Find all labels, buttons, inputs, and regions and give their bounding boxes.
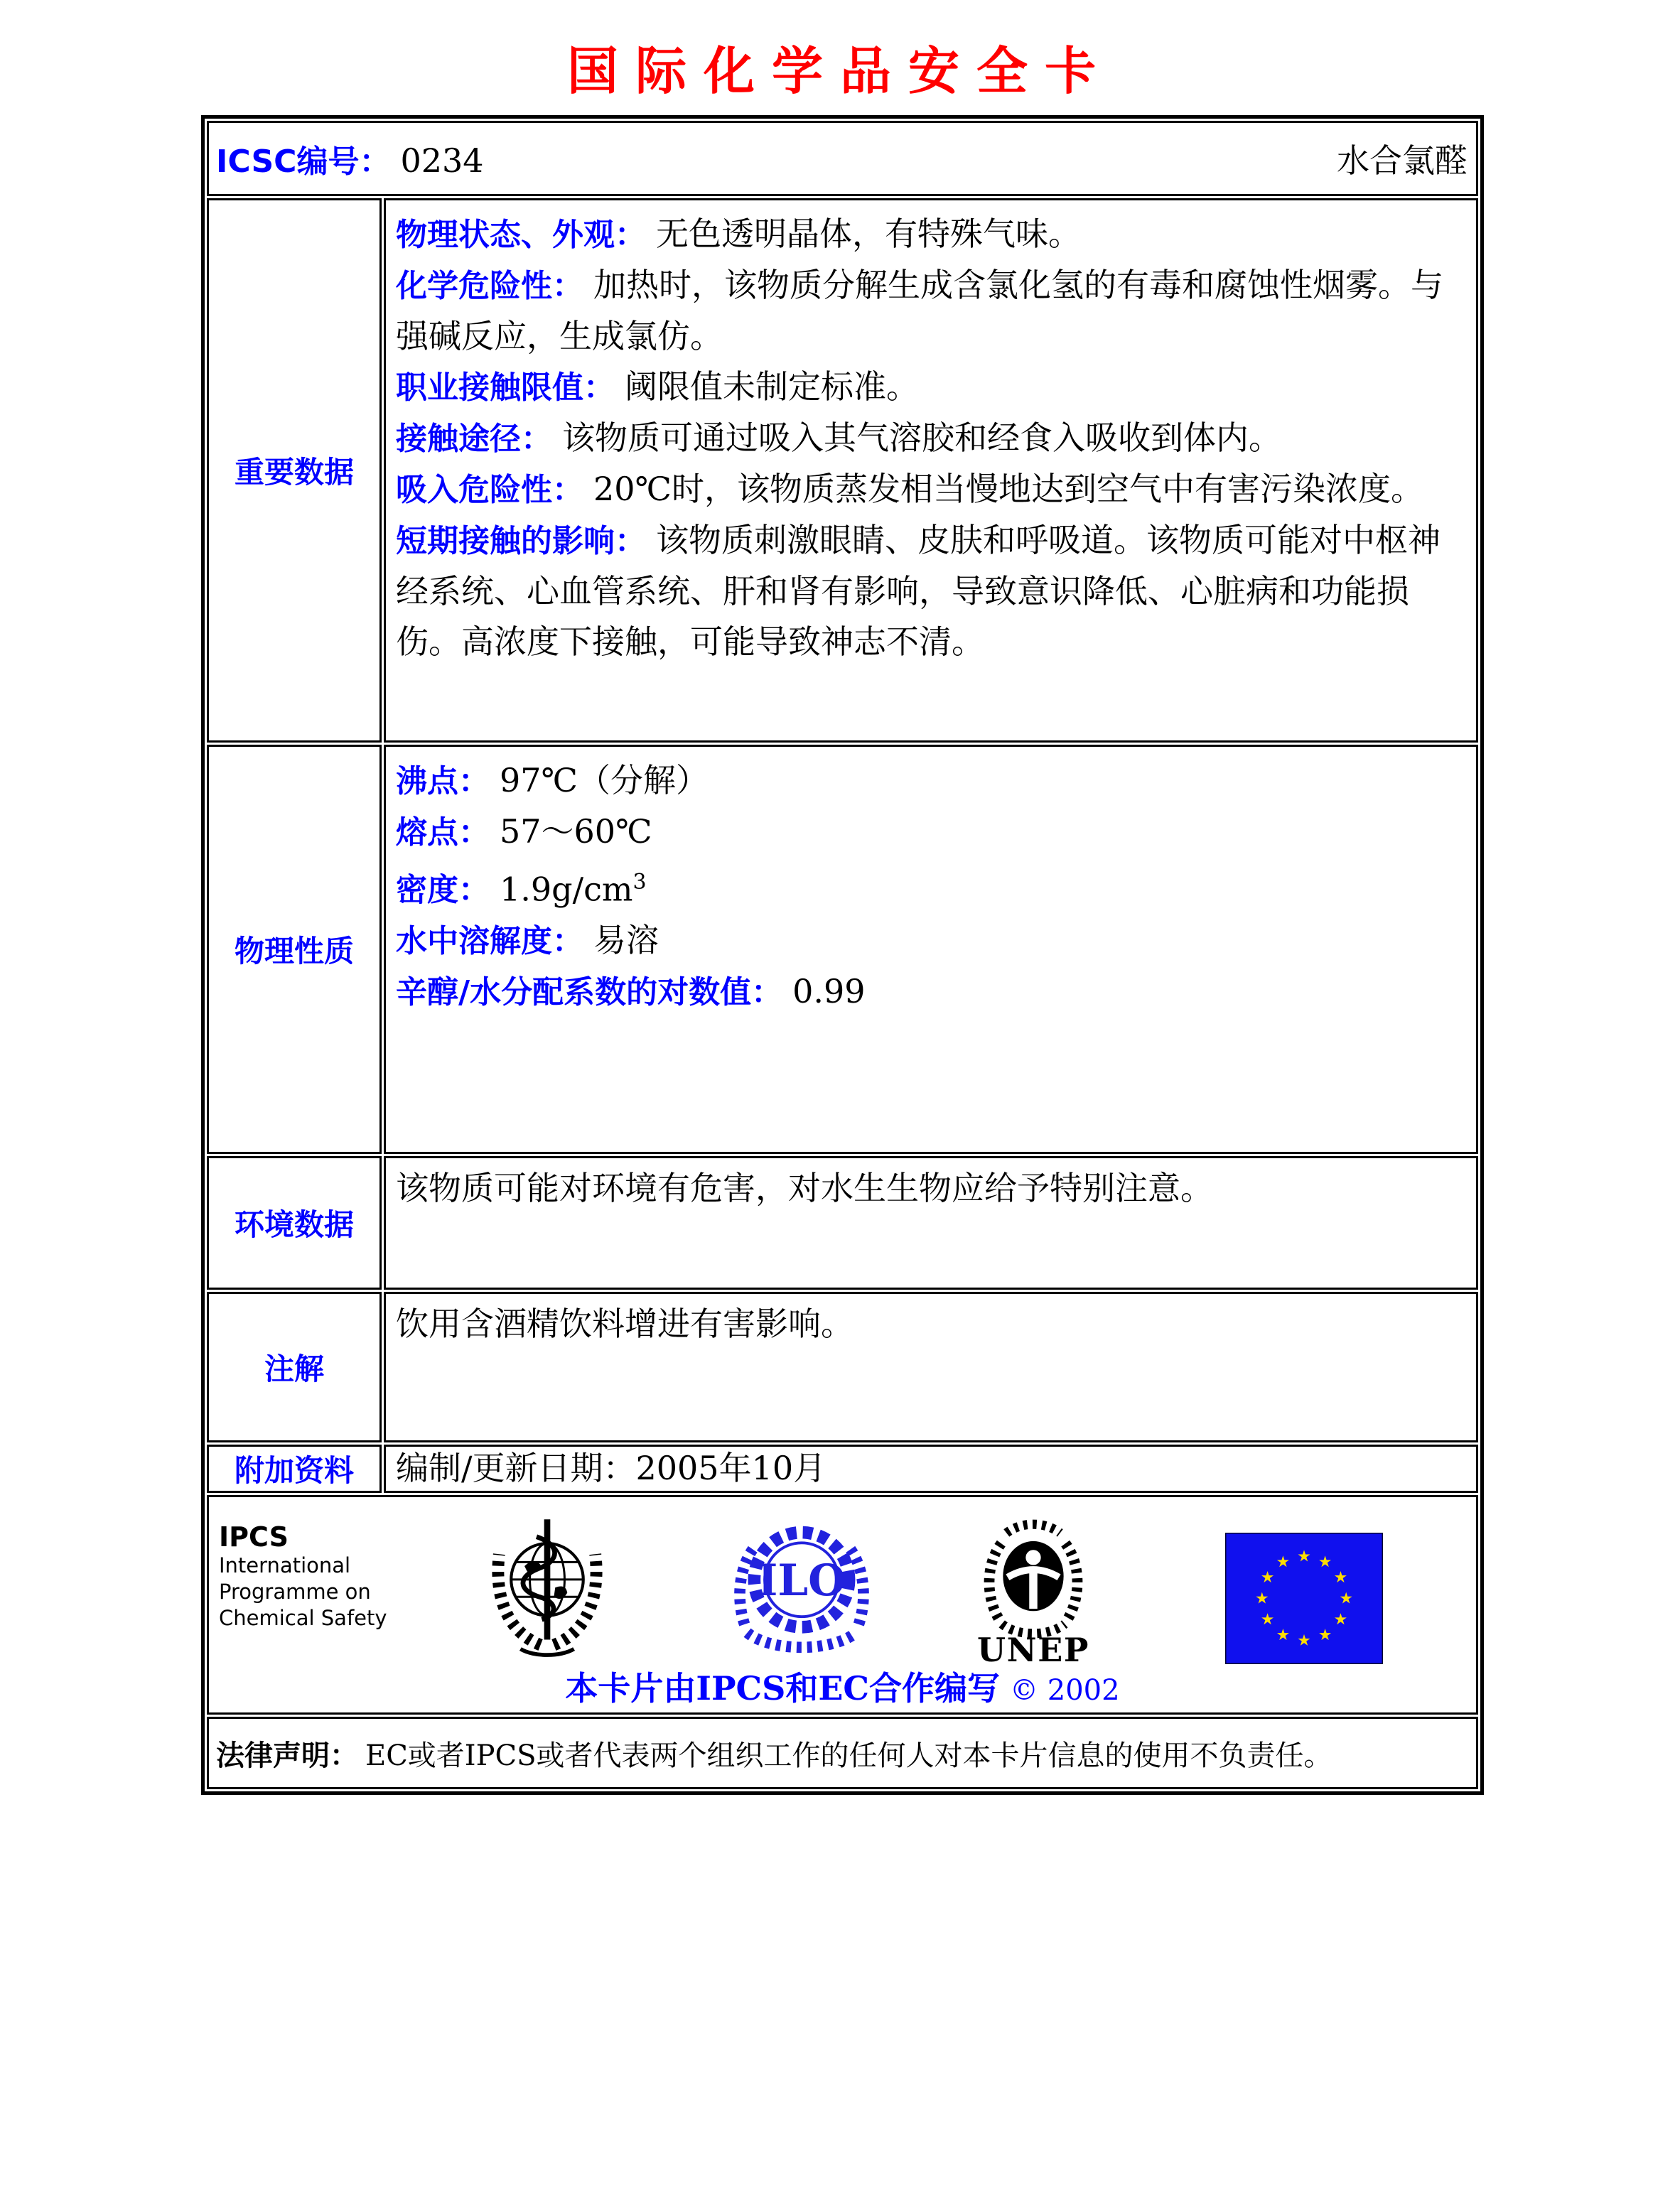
ipcs-title: IPCS xyxy=(219,1521,289,1553)
property-item: 密度： $1.9g/cm^3$ xyxy=(396,870,647,909)
property-item: 熔点： 57～60℃ xyxy=(396,812,652,851)
important-item: 职业接触限值： 阈限值未制定标准。 xyxy=(396,367,919,406)
section-label-environmental-data: 环境数据 xyxy=(234,1207,354,1242)
eu-flag-icon xyxy=(1225,1533,1383,1667)
legal-row xyxy=(207,1717,1478,1789)
important-item: 物理状态、外观： 无色透明晶体，有特殊气味。 xyxy=(396,215,1081,253)
ipcs-text-block: IPCS International Programme on Chemical Safety xyxy=(219,1521,409,1631)
environmental-data-content: 该物质可能对环境有危害，对水生生物应给予特别注意。 xyxy=(384,1156,1478,1290)
icsc-number-value: 0234 xyxy=(400,141,484,180)
cooperation-caption: 本卡片由IPCS和EC合作编写 © 2002 xyxy=(565,1669,1120,1707)
property-item: 沸点： 97℃（分解） xyxy=(396,761,709,799)
unep-letters: UNEP xyxy=(976,1630,1090,1667)
property-item: 水中溶解度： 易溶 xyxy=(396,921,659,960)
physical-properties-row xyxy=(207,745,1478,1154)
notes-row xyxy=(207,1292,1478,1442)
logo-strip xyxy=(209,1503,1476,1670)
legal-notice-text: EC或者IPCS或者代表两个组织工作的任何人对本卡片信息的使用不负责任。 xyxy=(365,1739,1332,1772)
physical-properties-content xyxy=(384,745,1478,1154)
ilo-logo-icon xyxy=(732,1516,871,1663)
icsc-table xyxy=(201,115,1484,1795)
chemical-name: 水合氯醛 xyxy=(1337,141,1468,180)
additional-info-content: 编制/更新日期：2005年10月 xyxy=(384,1445,1478,1493)
copyright-year: © 2002 xyxy=(1010,1674,1120,1707)
important-data-content xyxy=(384,198,1478,743)
legal-notice-label: 法律声明： xyxy=(216,1739,358,1772)
unep-logo-icon xyxy=(975,1509,1092,1670)
density-superscript: 3 xyxy=(632,870,647,895)
logos-row xyxy=(207,1495,1478,1715)
additional-info-row xyxy=(207,1445,1478,1493)
ilo-letters: ILO xyxy=(757,1555,846,1606)
important-item: 化学危险性： 加热时，该物质分解生成含氯化氢的有毒和腐蚀性烟雾。与强碱反应，生成氯仿。 xyxy=(396,266,1443,355)
important-data-row xyxy=(207,198,1478,743)
important-item: 短期接触的影响： 该物质刺激眼睛、皮肤和呼吸道。该物质可能对中枢神经系统、心血管系统、肝和肾有影响，导致意识降低、心脏病和功能损伤。高浓度下接触，可能导致神志不清。 xyxy=(396,521,1441,661)
section-label-important-data: 重要数据 xyxy=(234,455,354,490)
who-logo-icon xyxy=(480,1510,614,1660)
section-label-notes: 注解 xyxy=(264,1352,324,1386)
notes-content: 饮用含酒精饮料增进有害影响。 xyxy=(384,1292,1478,1442)
property-item: 辛醇/水分配系数的对数值： 0.99 xyxy=(396,972,866,1011)
icsc-number-label: ICSC编号： xyxy=(216,144,391,180)
section-label-physical-properties: 物理性质 xyxy=(234,934,354,969)
section-label-additional-info: 附加资料 xyxy=(234,1453,354,1488)
card-header xyxy=(209,123,1476,194)
environmental-data-row xyxy=(207,1156,1478,1290)
header-row xyxy=(207,121,1478,196)
page-title: 国际化学品安全卡 xyxy=(566,41,1113,101)
important-item: 吸入危险性： 20℃时，该物质蒸发相当慢地达到空气中有害污染浓度。 xyxy=(396,470,1423,508)
important-item: 接触途径： 该物质可通过吸入其气溶胶和经食入吸收到体内。 xyxy=(396,419,1281,457)
